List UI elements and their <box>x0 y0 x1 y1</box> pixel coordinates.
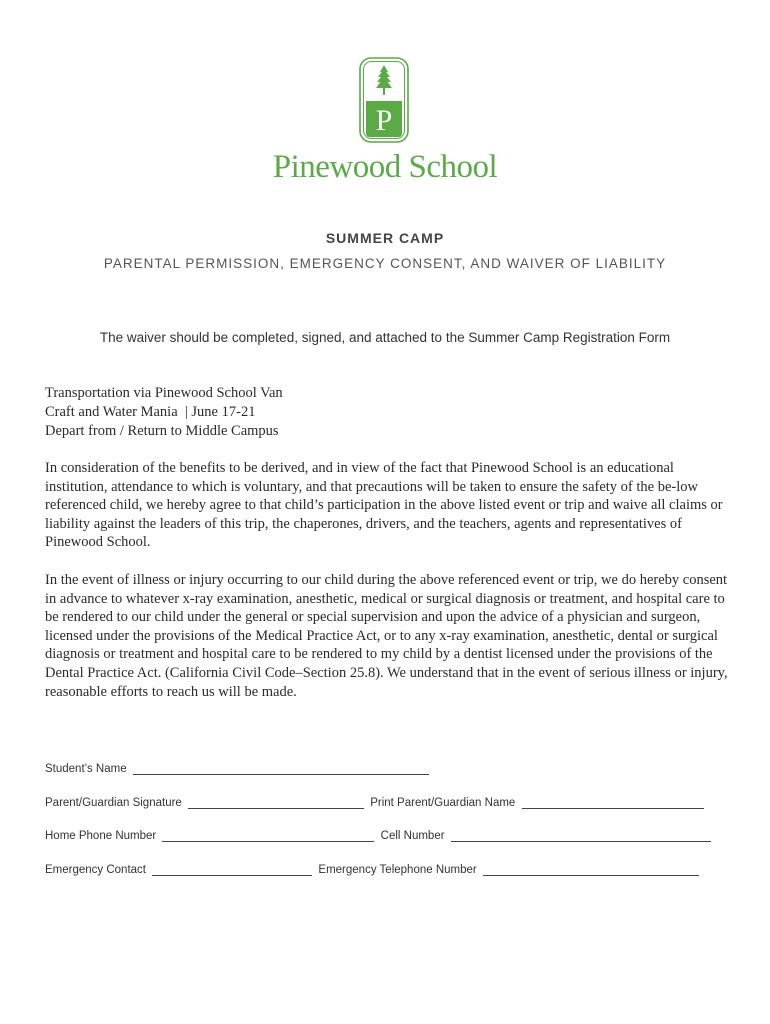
cell-number-field[interactable] <box>451 829 711 842</box>
emergency-contact-label: Emergency Contact <box>45 864 146 876</box>
school-name: Pinewood School <box>272 149 498 185</box>
emergency-row <box>45 862 725 878</box>
home-phone-label: Home Phone Number <box>45 830 157 842</box>
home-phone-field[interactable] <box>162 829 374 842</box>
trip-depart: Depart from / Return to Middle Campus <box>45 423 279 439</box>
consent-paragraph: In the event of illness or injury occurring to our child during the above referenced event or trip, we do hereby consent in advance to whatever x-ray examination, anesthetic, medical or surgical diagnosis or treatment, and hospital care to be rendered to our child under the general or special supervision and upon the advice of a physician and surgeon, licensed under the provisions of the Medical Practice Act, or to any x-ray examination, anesthetic, dental or surgical diagnosis or treatment and hospital care to be rendered to my child by a dentist licensed under the provisions of the Dental Practice Act. (California Civil Code–Section 25.8). We understand that in the event of serious illness or injury, reasonable efforts to reach us will be made. <box>45 572 728 700</box>
document-title: SUMMER CAMP <box>325 230 445 246</box>
parent-signature-label: Parent/Guardian Signature <box>45 797 182 809</box>
student-name-row <box>45 761 725 777</box>
document-subtitle: PARENTAL PERMISSION, EMERGENCY CONSENT, AND WAIVER OF LIABILITY <box>103 256 667 271</box>
print-parent-name-label: Print Parent/Guardian Name <box>370 797 516 809</box>
emergency-phone-label: Emergency Telephone Number <box>318 864 477 876</box>
trip-event: Craft and Water Mania | June 17-21 <box>45 404 256 420</box>
waiver-paragraph: In consideration of the benefits to be derived, and in view of the fact that Pinewood School is an educational institution, attendance to which is voluntary, and that precautions will be taken to ensure the safety of the be-low referenced child, we hereby agree to that child’s participation in the above listed event or trip and waive all claims or liability against the leaders of this trip, the chaperones, drivers, and the teachers, agents and representatives of Pinewood School. <box>45 460 723 551</box>
student-name-field[interactable] <box>133 762 429 775</box>
instruction-text: The waiver should be completed, signed, and attached to the Summer Camp Registration Form <box>99 330 671 345</box>
emergency-phone-field[interactable] <box>483 863 699 876</box>
cell-number-label: Cell Number <box>380 830 445 842</box>
logo-letter: P <box>375 104 393 137</box>
trip-details <box>45 384 735 441</box>
pinewood-logo-icon <box>359 57 409 143</box>
trip-transport: Transportation via Pinewood School Van <box>45 385 283 401</box>
parent-signature-field[interactable] <box>188 796 364 809</box>
student-name-label: Student’s Name <box>45 763 127 775</box>
print-parent-name-field[interactable] <box>522 796 704 809</box>
phone-row <box>45 828 725 844</box>
parent-signature-row <box>45 795 725 811</box>
emergency-contact-field[interactable] <box>152 863 312 876</box>
